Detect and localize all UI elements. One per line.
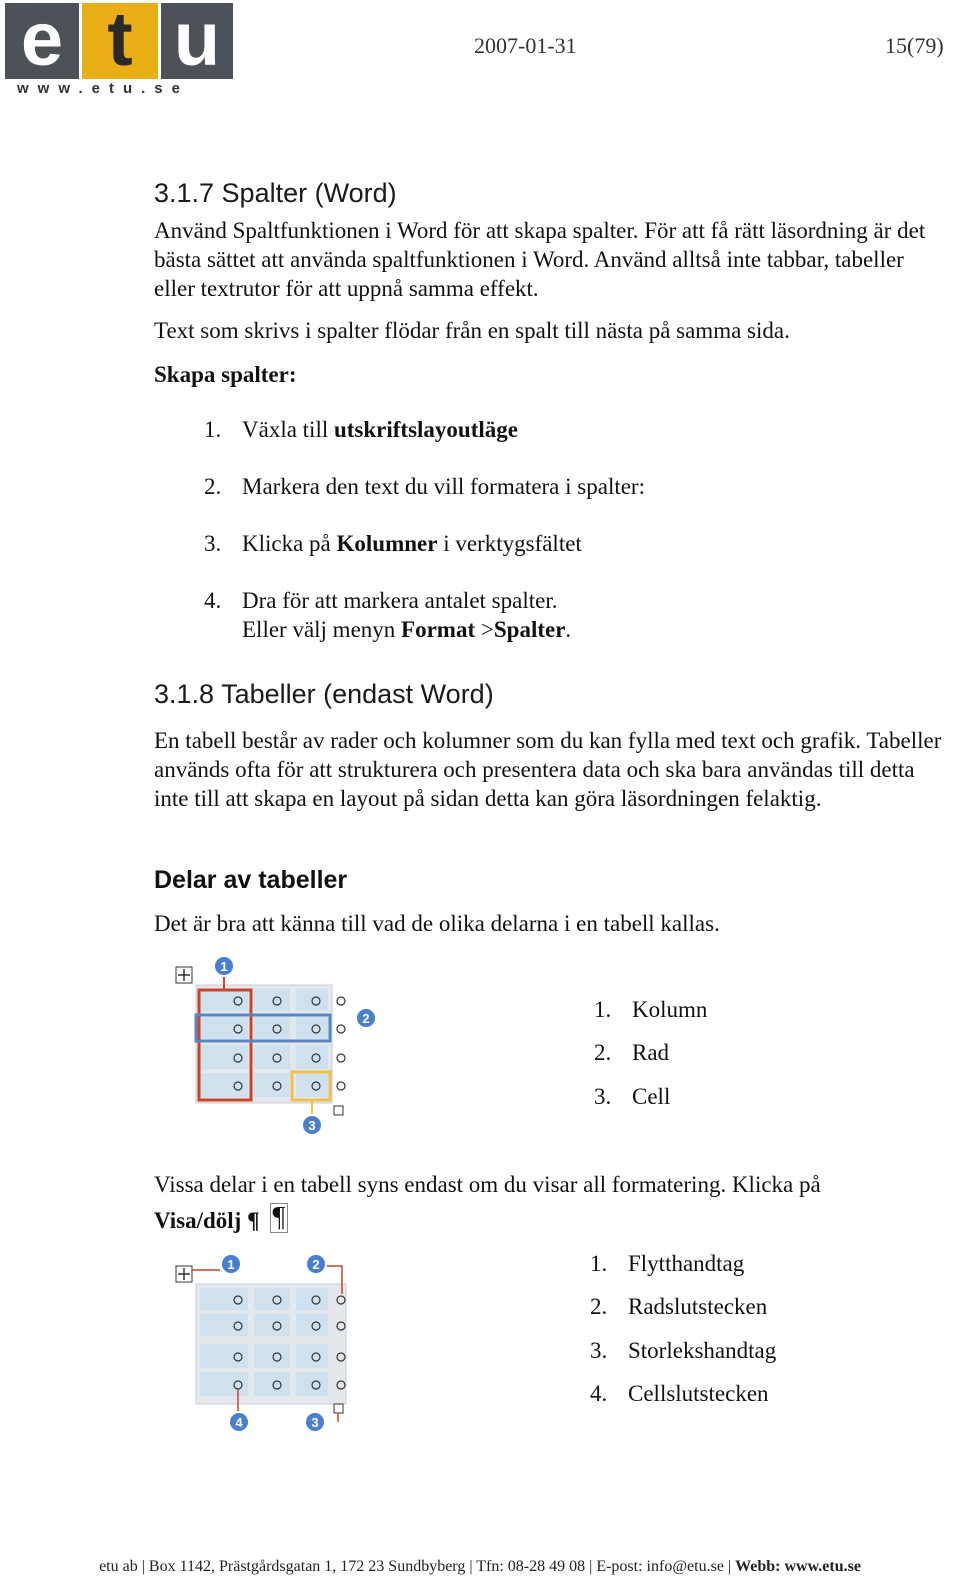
list-number: 2. xyxy=(590,1294,608,1319)
step-text-tail: i verktygsfältet xyxy=(437,531,582,556)
list-label: Flytthandtag xyxy=(628,1251,745,1276)
list-number: 1. xyxy=(594,997,612,1022)
step-text-tail: . xyxy=(565,617,572,642)
logo-url: www.etu.se xyxy=(17,80,189,97)
table-move-handle-icon xyxy=(176,967,192,983)
list-number: 1. xyxy=(590,1251,608,1276)
list-item xyxy=(594,1084,670,1110)
menu-spalter: Spalter xyxy=(493,617,566,642)
callout-label: 1 xyxy=(227,1257,235,1272)
callout-label: 3 xyxy=(308,1118,316,1133)
resize-handle-icon xyxy=(334,1404,343,1413)
footer-web-link[interactable]: Webb: www.etu.se xyxy=(735,1558,861,1575)
list-number: 3. xyxy=(590,1338,608,1363)
list-label: Cellslutstecken xyxy=(628,1381,769,1406)
step-text: Dra för att markera antalet spalter. xyxy=(242,588,558,613)
formatting-marks-diagram xyxy=(170,1250,400,1445)
list-number: 3. xyxy=(594,1084,612,1109)
callout-badge xyxy=(302,1115,322,1135)
callout-label: 3 xyxy=(311,1415,319,1430)
callout-badge xyxy=(214,956,234,976)
step-item xyxy=(204,588,557,614)
section-317-paragraph-2: Text som skrivs i spalter flödar från en spalt till nästa på samma sida. xyxy=(154,318,790,343)
section-318-paragraph-2: Det är bra att känna till vad de olika delarna i en tabell kallas. xyxy=(154,911,720,936)
list-label: Kolumn xyxy=(632,997,708,1022)
step-text: Växla till xyxy=(242,417,334,442)
list-item xyxy=(590,1251,744,1277)
logo-letter-u: u xyxy=(161,3,233,79)
callout-badge xyxy=(306,1254,326,1274)
section-317-paragraph-1: Använd Spaltfunktionen i Word för att skapa spalter. För att få rätt läsordning är det bästa sättet att använda spaltfunktionen i Word. Använd alltså inte tabbar, tabeller eller textrutor för att uppnå samma effekt. xyxy=(154,218,926,301)
header-page-number: 15(79) xyxy=(885,33,944,58)
callout-label: 4 xyxy=(235,1415,243,1430)
header-date: 2007-01-31 xyxy=(474,33,577,58)
pilcrow-icon[interactable]: ¶ xyxy=(270,1203,289,1233)
list-label: Radslutstecken xyxy=(628,1294,768,1319)
step-text: Eller välj menyn xyxy=(242,617,402,642)
list-item xyxy=(590,1338,776,1364)
callout-badge xyxy=(221,1254,241,1274)
section-318-heading: 3.1.8 Tabeller (endast Word) xyxy=(154,679,494,709)
step-item xyxy=(204,531,582,557)
list-item xyxy=(590,1381,769,1407)
step-item-continuation xyxy=(242,617,571,643)
table-parts-subheading: Delar av tabeller xyxy=(154,866,348,894)
list-item xyxy=(594,1040,669,1066)
step-item xyxy=(204,474,645,500)
list-number: 2. xyxy=(594,1040,612,1065)
callout-label: 2 xyxy=(312,1257,320,1272)
step-bold-text: utskriftslayoutläge xyxy=(333,417,518,442)
footer-contact: etu ab | Box 1142, Prästgårdsgatan 1, 172 23 Sundbyberg | Tfn: 08-28 49 08 | E-post: info@etu.se | xyxy=(99,1558,736,1575)
step-number: 1. xyxy=(204,417,222,442)
menu-format: Format xyxy=(401,617,476,642)
list-item xyxy=(590,1294,767,1320)
step-text: Klicka på xyxy=(242,531,337,556)
resize-handle-icon xyxy=(334,1106,343,1115)
table-move-handle-icon xyxy=(176,1266,192,1282)
step-item xyxy=(204,417,518,443)
list-label: Rad xyxy=(632,1040,670,1065)
callout-badge xyxy=(356,1008,376,1028)
list-item xyxy=(594,997,707,1023)
show-hide-line xyxy=(154,1203,944,1235)
create-columns-subheading: Skapa spalter: xyxy=(154,362,297,387)
step-number: 3. xyxy=(204,531,222,556)
show-hide-label: Visa/dölj ¶ xyxy=(154,1208,260,1233)
page-footer xyxy=(0,1558,960,1576)
logo-letter-t: t xyxy=(82,3,158,79)
callout-badge xyxy=(229,1412,249,1432)
section-317-heading: 3.1.7 Spalter (Word) xyxy=(154,178,397,208)
callout-badge xyxy=(305,1412,325,1432)
step-number: 2. xyxy=(204,474,222,499)
menu-separator: > xyxy=(475,617,494,642)
callout-label: 2 xyxy=(362,1011,370,1026)
callout-label: 1 xyxy=(220,959,228,974)
section-318-paragraph-3: Vissa delar i en tabell syns endast om du visar all formatering. Klicka på xyxy=(154,1172,821,1197)
step-bold-text: Kolumner xyxy=(336,531,438,556)
list-number: 4. xyxy=(590,1381,608,1406)
etu-logo xyxy=(5,0,233,99)
list-label: Storlekshandtag xyxy=(628,1338,777,1363)
table-parts-diagram xyxy=(170,955,400,1145)
list-label: Cell xyxy=(632,1084,671,1109)
logo-letter-e: e xyxy=(5,3,79,79)
step-number: 4. xyxy=(204,588,222,613)
step-text: Markera den text du vill formatera i spalter: xyxy=(242,474,645,499)
section-318-paragraph-1: En tabell består av rader och kolumner som du kan fylla med text och grafik. Tabeller används ofta för att strukturera och presentera data och ska bara användas till detta inte till att skapa en layout på sidan detta kan göra läsordningen felaktig. xyxy=(154,728,942,811)
